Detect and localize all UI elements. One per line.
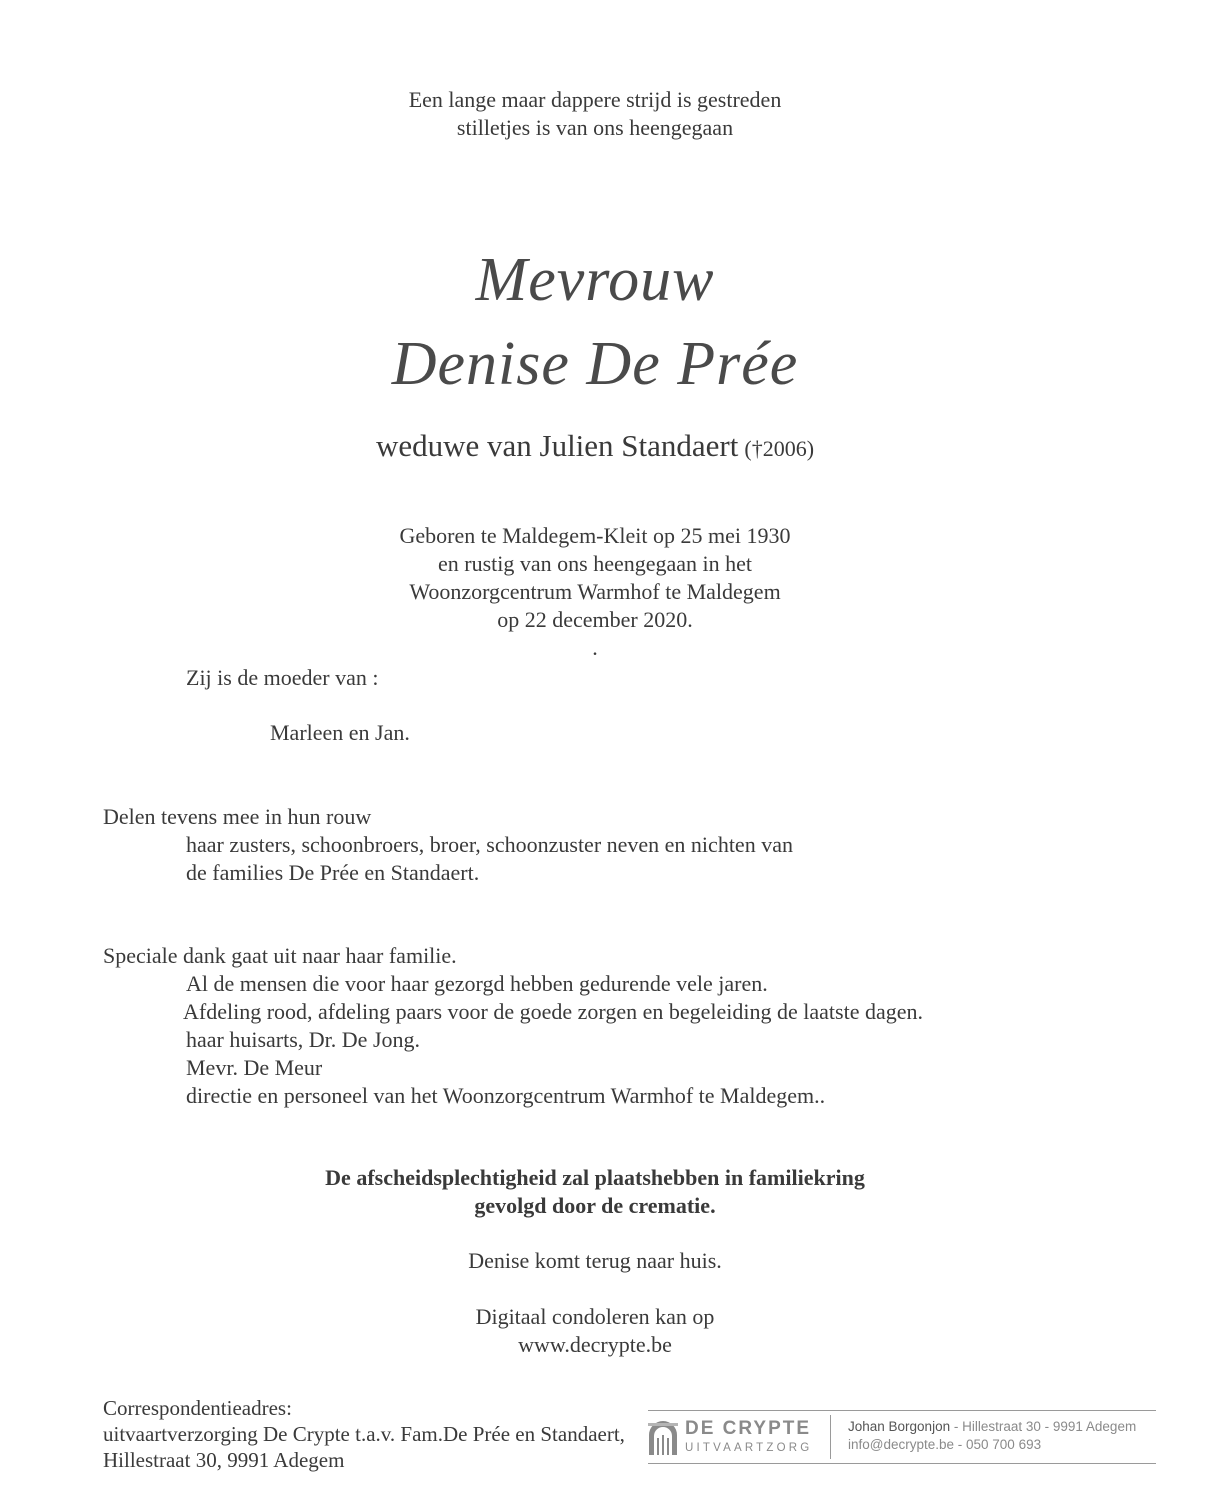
contact-name: Johan Borgonjon (848, 1419, 951, 1434)
archway-icon (648, 1421, 678, 1455)
contact-line-1 (848, 1418, 1136, 1436)
correspondence-line-1: uitvaartverzorging De Crypte t.a.v. Fam.De Prée en Standaert, (103, 1422, 625, 1446)
ceremony-line-1: De afscheidsplechtigheid zal plaatshebben in familiekring (325, 1165, 865, 1190)
contact-address: - Hillestraat 30 - 9991 Adegem (950, 1419, 1137, 1434)
condole-url[interactable]: www.decrypte.be (518, 1332, 672, 1357)
children-names: Marleen en Jan. (270, 720, 410, 745)
mother-label: Zij is de moeder van : (186, 665, 379, 690)
correspondence-label: Correspondentieadres: (103, 1396, 292, 1420)
share-heading: Delen tevens mee in hun rouw (103, 804, 372, 829)
widow-text: weduwe van Julien Standaert (375, 428, 739, 463)
birth-dot: . (592, 635, 598, 660)
birth-line-1: Geboren te Maldegem-Kleit op 25 mei 1930 (399, 523, 791, 548)
funeral-home-footer (648, 1410, 1156, 1464)
birth-line-3: Woonzorgcentrum Warmhof te Maldegem (409, 579, 781, 604)
thanks-item: Al de mensen die voor haar gezorgd hebben gedurende vele jaren. (186, 971, 768, 996)
correspondence-line-2: Hillestraat 30, 9991 Adegem (103, 1448, 345, 1472)
logo-subtitle: UITVAARTZORG (685, 1442, 813, 1454)
thanks-item: haar huisarts, Dr. De Jong. (186, 1027, 421, 1052)
thanks-item: Afdeling rood, afdeling paars voor de goede zorgen en begeleiding de laatste dagen. (183, 999, 923, 1024)
deceased-name: Denise De Prée (391, 330, 799, 398)
condole-line: Digitaal condoleren kan op (475, 1304, 715, 1329)
logo-name: DE CRYPTE (685, 1418, 812, 1439)
share-line-1: haar zusters, schoonbroers, broer, schoonzuster neven en nichten van (186, 832, 793, 857)
ceremony-line-2: gevolgd door de crematie. (474, 1193, 716, 1218)
widow-line (0, 426, 1190, 469)
widow-died-year: (†2006) (744, 436, 815, 461)
home-line: Denise komt terug naar huis. (468, 1248, 722, 1273)
thanks-item: Mevr. De Meur (186, 1055, 323, 1080)
intro-line-1: Een lange maar dappere strijd is gestreden (408, 87, 782, 112)
contact-line-2[interactable]: info@decrypte.be - 050 700 693 (848, 1437, 1042, 1452)
birth-line-4: op 22 december 2020. (497, 607, 693, 632)
share-line-2: de families De Prée en Standaert. (186, 860, 480, 885)
thanks-item: directie en personeel van het Woonzorgcentrum Warmhof te Maldegem.. (186, 1083, 826, 1108)
intro-line-2: stilletjes is van ons heengegaan (456, 115, 734, 140)
title-mevrouw: Mevrouw (475, 246, 715, 314)
birth-line-2: en rustig van ons heengegaan in het (437, 551, 752, 576)
thanks-heading: Speciale dank gaat uit naar haar familie. (103, 943, 457, 968)
footer-divider (830, 1415, 831, 1459)
